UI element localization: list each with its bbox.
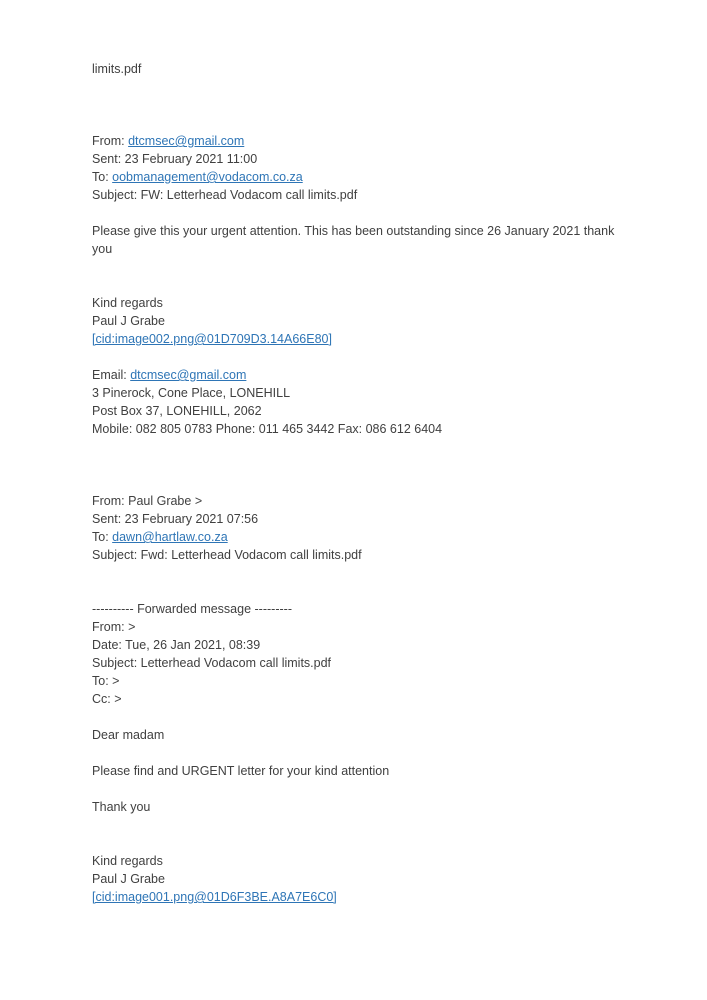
email2-to-line	[92, 528, 687, 546]
email1-from-line	[92, 132, 687, 150]
email2-sig-cid-line	[92, 888, 687, 906]
email1-body-line1: Please give this your urgent attention. This has been outstanding since 26 January 2021 thank	[92, 224, 615, 238]
from-label: From:	[92, 134, 129, 148]
email2-greeting	[92, 726, 687, 744]
to-label: To:	[92, 170, 113, 184]
email1-body-line2: you	[92, 242, 113, 256]
forwarded-from-line: From: >	[92, 620, 136, 634]
attachment-section	[92, 60, 687, 78]
email1-sig-regards: Kind regards	[92, 296, 163, 310]
email2-request	[92, 762, 687, 780]
email1-header	[92, 132, 687, 204]
email1-sent-line: Sent: 23 February 2021 11:00	[92, 152, 258, 166]
email1-from-address-link[interactable]: dtcmsec@gmail.com	[128, 134, 245, 148]
email1-body	[92, 222, 687, 258]
attachment-filename: limits.pdf	[92, 62, 142, 76]
email1-to-address-link[interactable]: oobmanagement@vodacom.co.za	[112, 170, 303, 184]
email2-from-line: From: Paul Grabe >	[92, 494, 203, 508]
contact-email-line	[92, 366, 687, 384]
forwarded-cc-line: Cc: >	[92, 692, 122, 706]
email1-sig-cid-line	[92, 330, 687, 348]
email2-header	[92, 492, 687, 564]
email2-sent-line: Sent: 23 February 2021 07:56	[92, 512, 259, 526]
forwarded-to-line: To: >	[92, 674, 120, 688]
contact-email-address-link[interactable]: dtcmsec@gmail.com	[130, 368, 247, 382]
forwarded-message-header	[92, 600, 687, 708]
email2-thanks-line: Thank you	[92, 800, 151, 814]
email2-subject-line: Subject: Fwd: Letterhead Vodacom call limits.pdf	[92, 548, 362, 562]
email2-cid-image-link[interactable]: [cid:image001.png@01D6F3BE.A8A7E6C0]	[92, 890, 337, 904]
email1-signature	[92, 294, 687, 348]
email2-thanks	[92, 798, 687, 816]
contact-phone-line: Mobile: 082 805 0783 Phone: 011 465 3442 Fax: 086 612 6404	[92, 422, 443, 436]
email2-sig-regards: Kind regards	[92, 854, 163, 868]
forwarded-date-line: Date: Tue, 26 Jan 2021, 08:39	[92, 638, 261, 652]
email2-signature	[92, 852, 687, 906]
email2-to-address-link[interactable]: dawn@hartlaw.co.za	[112, 530, 228, 544]
email1-to-line	[92, 168, 687, 186]
email2-greeting-line: Dear madam	[92, 728, 165, 742]
email2-sig-name: Paul J Grabe	[92, 872, 165, 886]
contact-block	[92, 366, 687, 438]
forwarded-divider: ---------- Forwarded message ---------	[92, 602, 292, 616]
email1-cid-image-link[interactable]: [cid:image002.png@01D709D3.14A66E80]	[92, 332, 332, 346]
email-label: Email:	[92, 368, 131, 382]
email2-request-line: Please find and URGENT letter for your kind attention	[92, 764, 390, 778]
email1-subject-line: Subject: FW: Letterhead Vodacom call limits.pdf	[92, 188, 358, 202]
contact-address-line2: Post Box 37, LONEHILL, 2062	[92, 404, 262, 418]
email1-sig-name: Paul J Grabe	[92, 314, 165, 328]
forwarded-subject-line: Subject: Letterhead Vodacom call limits.pdf	[92, 656, 332, 670]
contact-address-line1: 3 Pinerock, Cone Place, LONEHILL	[92, 386, 291, 400]
to-label: To:	[92, 530, 113, 544]
